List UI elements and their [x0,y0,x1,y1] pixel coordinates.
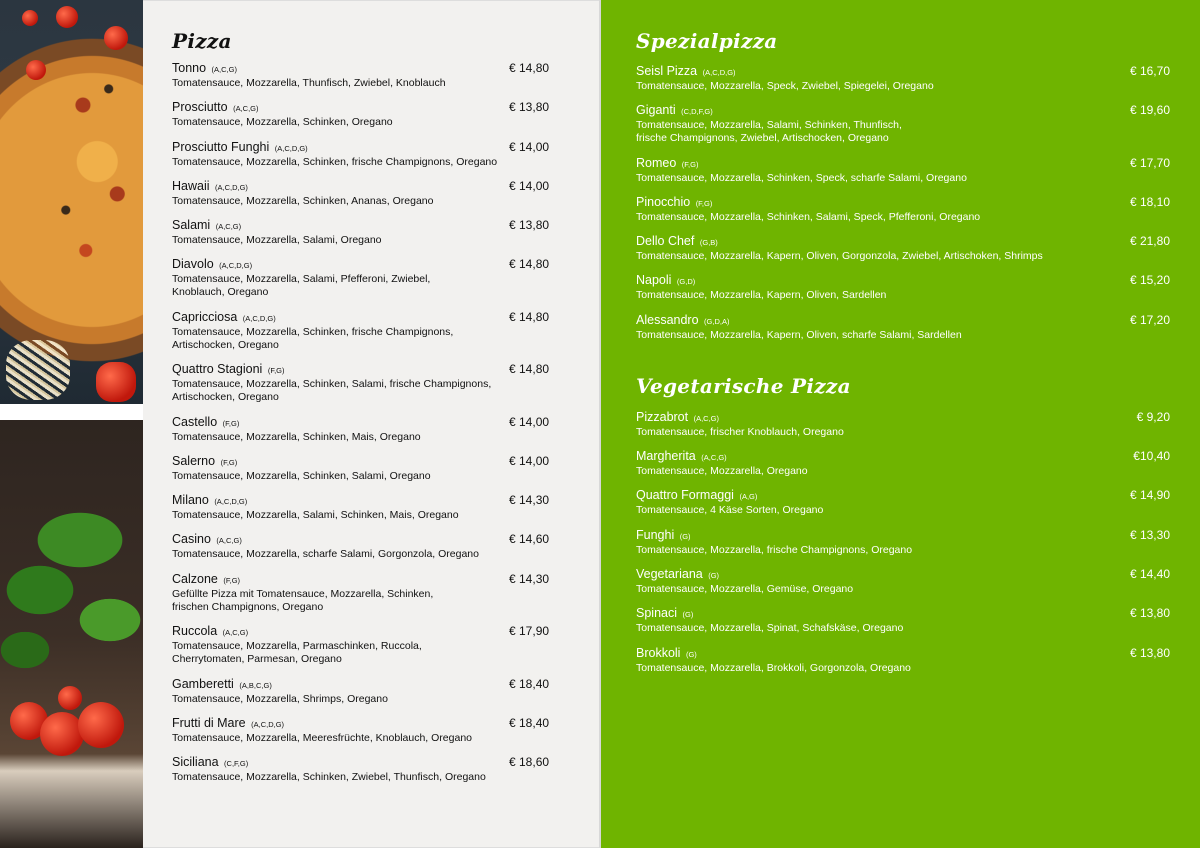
item-name: Romeo [636,156,677,170]
menu-item [172,310,552,352]
allergen-codes: (G,D,A) [704,317,730,326]
menu-item [636,103,1170,145]
menu-item [636,606,1170,635]
item-price: € 15,20 [1129,273,1170,287]
item-name: Gamberetti [172,677,234,691]
item-name: Alessandro [636,313,699,327]
section-title-vegetarisch: Vegetarische Pizza [636,374,851,398]
menu-item [172,362,552,404]
item-price: € 21,80 [1129,234,1170,248]
item-price: € 16,70 [1129,64,1170,78]
allergen-codes: (A,C,D,G) [251,720,285,729]
grated-cheese-image [6,340,70,400]
item-name: Brokkoli [636,646,681,660]
item-description: Tomatensauce, Mozzarella, Parmaschinken, Ruccola, Cherrytomaten, Parmesan, Oregano [172,640,422,665]
menu-item [172,100,552,129]
item-price: € 14,90 [1129,488,1170,502]
item-price: € 18,40 [509,716,550,730]
item-name: Quattro Stagioni [172,362,263,376]
item-name: Diavolo [172,257,214,271]
allergen-codes: (A,C,G) [693,414,720,423]
item-name: Casino [172,532,211,546]
item-price: € 18,10 [1129,195,1170,209]
section-title-spezialpizza: Spezialpizza [636,29,778,53]
allergen-codes: (C,D,F,G) [681,107,713,116]
tomato-icon [56,6,78,28]
menu-item [636,234,1170,263]
menu-item [636,449,1170,478]
item-description: Tomatensauce, 4 Käse Sorten, Oregano [636,504,824,516]
menu-item [636,313,1170,342]
tomato-icon [104,26,128,50]
item-name: Funghi [636,528,675,542]
allergen-codes: (A,C,D,G) [219,261,253,270]
pizza-menu-panel [143,0,600,848]
menu-item [172,61,552,90]
item-description: Tomatensauce, Mozzarella, Oregano [636,465,808,477]
item-description: Tomatensauce, Mozzarella, Gemüse, Oregano [636,583,854,595]
item-description: Tomatensauce, Mozzarella, Kapern, Oliven, Gorgonzola, Zwiebel, Artischoken, Shrimps [636,250,1043,262]
allergen-codes: (F,G) [695,199,713,208]
item-price: € 14,80 [509,310,550,324]
item-name: Frutti di Mare [172,716,246,730]
item-description: Tomatensauce, Mozzarella, Schinken, Salami, Oregano [172,470,431,482]
item-name: Prosciutto [172,100,228,114]
item-description: Tomatensauce, Mozzarella, Salami, Schinken, Thunfisch, frische Champignons, Zwiebel, Artischocken, Oregano [636,119,902,144]
item-price: € 14,00 [509,140,550,154]
menu-item [172,415,552,444]
item-description: Tomatensauce, Mozzarella, Salami, Oregano [172,234,382,246]
menu-item [636,488,1170,517]
item-price: € 14,30 [509,572,550,586]
item-description: Tomatensauce, Mozzarella, Shrimps, Oregano [172,693,388,705]
item-name: Salerno [172,454,216,468]
allergen-codes: (F,G) [681,160,699,169]
item-description: Tomatensauce, frischer Knoblauch, Oregano [636,426,844,438]
item-name: Pizzabrot [636,410,689,424]
item-name: Spinaci [636,606,677,620]
item-price: € 14,00 [509,179,550,193]
item-description: Tomatensauce, Mozzarella, Schinken, Ananas, Oregano [172,195,434,207]
allergen-codes: (A,B,C,G) [239,681,272,690]
item-price: € 18,60 [509,755,550,769]
menu-item [636,646,1170,675]
item-name: Capricciosa [172,310,238,324]
item-price: € 14,40 [1129,567,1170,581]
item-name: Dello Chef [636,234,695,248]
item-description: Tomatensauce, Mozzarella, scharfe Salami, Gorgonzola, Oregano [172,548,479,560]
item-name: Pinocchio [636,195,691,209]
allergen-codes: (C,F,G) [224,759,249,768]
tomato-icon [78,702,124,748]
item-price: € 14,60 [509,532,550,546]
menu-item [172,454,552,483]
item-name: Milano [172,493,209,507]
allergen-codes: (A,C,D,G) [214,497,248,506]
allergen-codes: (G) [679,532,691,541]
item-name: Napoli [636,273,672,287]
item-price: € 17,20 [1129,313,1170,327]
item-price: € 13,80 [1129,646,1170,660]
item-description: Tomatensauce, Mozzarella, Salami, Pfefferoni, Zwiebel, Knoblauch, Oregano [172,273,431,298]
item-name: Hawaii [172,179,210,193]
item-description: Tomatensauce, Mozzarella, frische Champignons, Oregano [636,544,913,556]
menu-item [172,218,552,247]
item-description: Tomatensauce, Mozzarella, Schinken, Oregano [172,116,393,128]
item-name: Seisl Pizza [636,64,698,78]
menu-item [636,528,1170,557]
item-name: Margherita [636,449,696,463]
allergen-codes: (F,G) [267,366,285,375]
item-description: Tomatensauce, Mozzarella, Schinken, frische Champignons, Oregano [172,156,498,168]
item-description: Tomatensauce, Mozzarella, Schinken, frische Champignons, Artischocken, Oregano [172,326,454,351]
menu-item [636,410,1170,439]
item-name: Quattro Formaggi [636,488,734,502]
item-price: € 9,20 [1136,410,1170,424]
item-description: Tomatensauce, Mozzarella, Thunfisch, Zwiebel, Knoblauch [172,77,446,89]
item-name: Siciliana [172,755,219,769]
item-description: Tomatensauce, Mozzarella, Schinken, Salami, frische Champignons, Artischocken, Oregano [172,378,492,403]
item-description: Tomatensauce, Mozzarella, Schinken, Mais, Oregano [172,431,421,443]
allergen-codes: (A,C,G) [216,536,242,545]
tomato-icon [40,712,84,756]
item-description: Tomatensauce, Mozzarella, Kapern, Oliven, scharfe Salami, Sardellen [636,329,962,341]
menu-item [636,567,1170,596]
menu-item [172,677,552,706]
item-price: € 14,30 [509,493,550,507]
basil-tomato-photo [0,420,143,848]
item-price: €10,40 [1133,449,1170,463]
allergen-codes: (G) [708,571,720,580]
item-price: € 18,40 [509,677,550,691]
allergen-codes: (A,G) [739,492,758,501]
item-description: Tomatensauce, Mozzarella, Schinken, Salami, Speck, Pfefferoni, Oregano [636,211,981,223]
menu-item [172,572,552,614]
allergen-codes: (A,C,G) [701,453,727,462]
menu-item [172,179,552,208]
tomato-slice-icon [96,362,136,402]
allergen-codes: (A,C,G) [215,222,242,231]
item-price: € 14,80 [509,362,550,376]
item-description: Tomatensauce, Mozzarella, Brokkoli, Gorgonzola, Oregano [636,662,911,674]
allergen-codes: (F,G) [222,419,240,428]
allergen-codes: (A,C,D,G) [242,314,276,323]
item-name: Tonno [172,61,207,75]
item-price: € 13,30 [1129,528,1170,542]
item-price: € 13,80 [509,218,550,232]
allergen-codes: (F,G) [223,576,241,585]
allergen-codes: (A,C,G) [222,628,249,637]
allergen-codes: (A,C,D,G) [274,144,308,153]
section-title-pizza: Pizza [172,29,232,53]
item-description: Gefüllte Pizza mit Tomatensauce, Mozzarella, Schinken, frischen Champignons, Oregano [172,588,434,613]
tomato-icon [26,60,46,80]
item-price: € 14,80 [509,61,550,75]
item-description: Tomatensauce, Mozzarella, Meeresfrüchte, Knoblauch, Oregano [172,732,472,744]
pizza-photo [0,0,143,404]
allergen-codes: (A,C,D,G) [215,183,248,192]
item-description: Tomatensauce, Mozzarella, Kapern, Oliven, Sardellen [636,289,887,301]
item-description: Tomatensauce, Mozzarella, Speck, Zwiebel, Spiegelei, Oregano [636,80,934,92]
menu-item [636,64,1170,93]
allergen-codes: (G) [685,650,697,659]
item-price: € 14,80 [509,257,550,271]
menu-item [172,755,552,784]
menu-item [636,156,1170,185]
special-menu-panel [601,0,1200,848]
tomato-icon [58,686,82,710]
item-name: Calzone [172,572,218,586]
menu-item [172,140,552,169]
menu-item [172,532,552,561]
item-name: Prosciutto Funghi [172,140,270,154]
item-price: € 14,00 [509,454,550,468]
tomato-icon [22,10,38,26]
allergen-codes: (A,C,D,G) [702,68,736,77]
menu-item [172,624,552,666]
item-description: Tomatensauce, Mozzarella, Schinken, Speck, scharfe Salami, Oregano [636,172,967,184]
menu-item [636,273,1170,302]
allergen-codes: (G) [682,610,694,619]
item-price: € 13,80 [1129,606,1170,620]
item-price: € 14,00 [509,415,550,429]
item-description: Tomatensauce, Mozzarella, Spinat, Schafskäse, Oregano [636,622,904,634]
item-price: € 19,60 [1129,103,1170,117]
item-name: Giganti [636,103,676,117]
item-description: Tomatensauce, Mozzarella, Schinken, Zwiebel, Thunfisch, Oregano [172,771,486,783]
item-name: Ruccola [172,624,218,638]
item-description: Tomatensauce, Mozzarella, Salami, Schinken, Mais, Oregano [172,509,459,521]
allergen-codes: (A,C,G) [211,65,237,74]
allergen-codes: (G,D) [676,277,696,286]
menu-item [636,195,1170,224]
allergen-codes: (G,B) [699,238,718,247]
allergen-codes: (A,C,G) [233,104,259,113]
item-name: Vegetariana [636,567,703,581]
item-price: € 17,70 [1129,156,1170,170]
item-name: Castello [172,415,218,429]
item-price: € 13,80 [509,100,550,114]
allergen-codes: (F,G) [220,458,238,467]
menu-item [172,493,552,522]
item-price: € 17,90 [509,624,550,638]
menu-item [172,257,552,299]
item-name: Salami [172,218,211,232]
menu-item [172,716,552,745]
